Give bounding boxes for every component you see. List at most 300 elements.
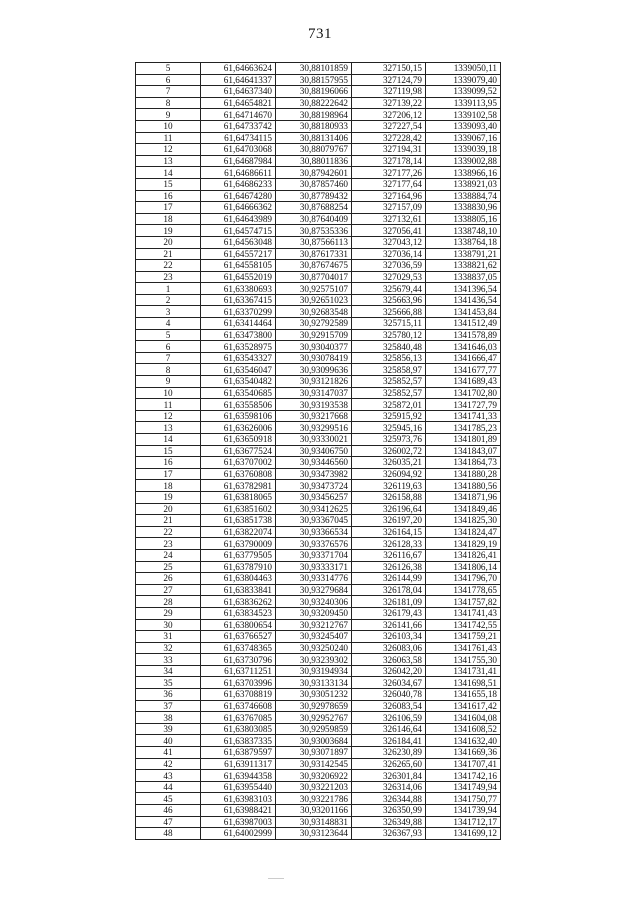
- point-number-cell: 43: [136, 770, 201, 782]
- y-coordinate-cell: 1341604,08: [426, 712, 501, 724]
- longitude-cell: 30,93071897: [276, 747, 352, 759]
- x-coordinate-cell: 326126,38: [352, 561, 426, 573]
- point-number-cell: 9: [136, 109, 201, 121]
- y-coordinate-cell: 1341806,14: [426, 561, 501, 573]
- longitude-cell: 30,93366534: [276, 526, 352, 538]
- table-row: [136, 723, 501, 735]
- latitude-cell: 61,64714670: [201, 109, 276, 121]
- point-number-cell: 21: [136, 515, 201, 527]
- point-number-cell: 4: [136, 318, 201, 330]
- latitude-cell: 61,63370299: [201, 306, 276, 318]
- latitude-cell: 61,63955440: [201, 781, 276, 793]
- point-number-cell: 41: [136, 747, 201, 759]
- x-coordinate-cell: 326301,84: [352, 770, 426, 782]
- y-coordinate-cell: 1341453,84: [426, 306, 501, 318]
- x-coordinate-cell: 325852,57: [352, 387, 426, 399]
- y-coordinate-cell: 1339102,58: [426, 109, 501, 121]
- point-number-cell: 40: [136, 735, 201, 747]
- point-number-cell: 44: [136, 781, 201, 793]
- point-number-cell: 15: [136, 445, 201, 457]
- point-number-cell: 23: [136, 538, 201, 550]
- latitude-cell: 61,63543327: [201, 352, 276, 364]
- y-coordinate-cell: 1338805,16: [426, 213, 501, 225]
- point-number-cell: 7: [136, 86, 201, 98]
- point-number-cell: 17: [136, 202, 201, 214]
- latitude-cell: 61,63703996: [201, 677, 276, 689]
- table-row: [136, 445, 501, 457]
- table-row: [136, 793, 501, 805]
- longitude-cell: 30,93239302: [276, 654, 352, 666]
- latitude-cell: 61,63879597: [201, 747, 276, 759]
- latitude-cell: 61,63837335: [201, 735, 276, 747]
- table-row: [136, 97, 501, 109]
- table-row: [136, 178, 501, 190]
- point-number-cell: 20: [136, 503, 201, 515]
- latitude-cell: 61,64663624: [201, 63, 276, 75]
- latitude-cell: 61,63767085: [201, 712, 276, 724]
- table-row: [136, 747, 501, 759]
- x-coordinate-cell: 327056,41: [352, 225, 426, 237]
- point-number-cell: 38: [136, 712, 201, 724]
- table-row: [136, 526, 501, 538]
- coordinates-table: [135, 62, 501, 840]
- latitude-cell: 61,63987003: [201, 816, 276, 828]
- point-number-cell: 19: [136, 225, 201, 237]
- point-number-cell: 18: [136, 480, 201, 492]
- x-coordinate-cell: 326349,88: [352, 816, 426, 828]
- y-coordinate-cell: 1338821,62: [426, 260, 501, 272]
- longitude-cell: 30,93406750: [276, 445, 352, 457]
- point-number-cell: 28: [136, 596, 201, 608]
- longitude-cell: 30,92959859: [276, 723, 352, 735]
- y-coordinate-cell: 1338764,18: [426, 236, 501, 248]
- table-row: [136, 457, 501, 469]
- longitude-cell: 30,93473982: [276, 468, 352, 480]
- x-coordinate-cell: 326350,99: [352, 805, 426, 817]
- x-coordinate-cell: 326344,88: [352, 793, 426, 805]
- y-coordinate-cell: 1339079,40: [426, 74, 501, 86]
- table-row: [136, 74, 501, 86]
- latitude-cell: 61,63779505: [201, 549, 276, 561]
- x-coordinate-cell: 325852,57: [352, 376, 426, 388]
- point-number-cell: 13: [136, 155, 201, 167]
- point-number-cell: 42: [136, 758, 201, 770]
- table-row: [136, 677, 501, 689]
- point-number-cell: 11: [136, 399, 201, 411]
- point-number-cell: 10: [136, 120, 201, 132]
- y-coordinate-cell: 1341689,43: [426, 376, 501, 388]
- longitude-cell: 30,93142545: [276, 758, 352, 770]
- y-coordinate-cell: 1341755,30: [426, 654, 501, 666]
- y-coordinate-cell: 1341829,19: [426, 538, 501, 550]
- table-row: [136, 549, 501, 561]
- longitude-cell: 30,87704017: [276, 271, 352, 283]
- point-number-cell: 29: [136, 607, 201, 619]
- latitude-cell: 61,63851738: [201, 515, 276, 527]
- latitude-cell: 61,63833841: [201, 584, 276, 596]
- latitude-cell: 61,63626006: [201, 422, 276, 434]
- longitude-cell: 30,93051232: [276, 689, 352, 701]
- latitude-cell: 61,63800654: [201, 619, 276, 631]
- x-coordinate-cell: 325715,11: [352, 318, 426, 330]
- y-coordinate-cell: 1338884,74: [426, 190, 501, 202]
- longitude-cell: 30,87789432: [276, 190, 352, 202]
- x-coordinate-cell: 327132,61: [352, 213, 426, 225]
- y-coordinate-cell: 1341727,79: [426, 399, 501, 411]
- x-coordinate-cell: 327194,31: [352, 144, 426, 156]
- x-coordinate-cell: 326179,43: [352, 607, 426, 619]
- longitude-cell: 30,93330021: [276, 434, 352, 446]
- point-number-cell: 34: [136, 665, 201, 677]
- x-coordinate-cell: 327227,54: [352, 120, 426, 132]
- scan-mark: [268, 878, 284, 879]
- longitude-cell: 30,93250240: [276, 642, 352, 654]
- longitude-cell: 30,93412625: [276, 503, 352, 515]
- y-coordinate-cell: 1341396,54: [426, 283, 501, 295]
- longitude-cell: 30,93376576: [276, 538, 352, 550]
- x-coordinate-cell: 326184,41: [352, 735, 426, 747]
- y-coordinate-cell: 1341757,82: [426, 596, 501, 608]
- latitude-cell: 61,63834523: [201, 607, 276, 619]
- table-row: [136, 329, 501, 341]
- longitude-cell: 30,93099636: [276, 364, 352, 376]
- latitude-cell: 61,63748365: [201, 642, 276, 654]
- longitude-cell: 30,93367045: [276, 515, 352, 527]
- longitude-cell: 30,93221786: [276, 793, 352, 805]
- latitude-cell: 61,63730796: [201, 654, 276, 666]
- longitude-cell: 30,93209450: [276, 607, 352, 619]
- y-coordinate-cell: 1341617,42: [426, 700, 501, 712]
- table-row: [136, 468, 501, 480]
- x-coordinate-cell: 327206,12: [352, 109, 426, 121]
- point-number-cell: 39: [136, 723, 201, 735]
- point-number-cell: 25: [136, 561, 201, 573]
- latitude-cell: 61,63836262: [201, 596, 276, 608]
- y-coordinate-cell: 1341785,23: [426, 422, 501, 434]
- longitude-cell: 30,87942601: [276, 167, 352, 179]
- point-number-cell: 22: [136, 260, 201, 272]
- table-row: [136, 63, 501, 75]
- point-number-cell: 14: [136, 434, 201, 446]
- y-coordinate-cell: 1341632,40: [426, 735, 501, 747]
- table-row: [136, 816, 501, 828]
- table-row: [136, 132, 501, 144]
- x-coordinate-cell: 325666,88: [352, 306, 426, 318]
- y-coordinate-cell: 1341669,36: [426, 747, 501, 759]
- x-coordinate-cell: 327036,59: [352, 260, 426, 272]
- x-coordinate-cell: 325663,96: [352, 294, 426, 306]
- longitude-cell: 30,87566113: [276, 236, 352, 248]
- x-coordinate-cell: 327119,98: [352, 86, 426, 98]
- point-number-cell: 10: [136, 387, 201, 399]
- latitude-cell: 61,63598106: [201, 410, 276, 422]
- x-coordinate-cell: 325945,16: [352, 422, 426, 434]
- point-number-cell: 23: [136, 271, 201, 283]
- latitude-cell: 61,63818065: [201, 491, 276, 503]
- y-coordinate-cell: 1341666,47: [426, 352, 501, 364]
- latitude-cell: 61,63782981: [201, 480, 276, 492]
- latitude-cell: 61,63558506: [201, 399, 276, 411]
- latitude-cell: 61,63790009: [201, 538, 276, 550]
- point-number-cell: 9: [136, 376, 201, 388]
- point-number-cell: 5: [136, 329, 201, 341]
- table-row: [136, 341, 501, 353]
- y-coordinate-cell: 1341436,54: [426, 294, 501, 306]
- longitude-cell: 30,92952767: [276, 712, 352, 724]
- x-coordinate-cell: 326094,92: [352, 468, 426, 480]
- longitude-cell: 30,87857460: [276, 178, 352, 190]
- longitude-cell: 30,93148831: [276, 816, 352, 828]
- y-coordinate-cell: 1339113,95: [426, 97, 501, 109]
- latitude-cell: 61,63822074: [201, 526, 276, 538]
- latitude-cell: 61,63944358: [201, 770, 276, 782]
- longitude-cell: 30,93221203: [276, 781, 352, 793]
- point-number-cell: 8: [136, 97, 201, 109]
- x-coordinate-cell: 326040,78: [352, 689, 426, 701]
- longitude-cell: 30,88198964: [276, 109, 352, 121]
- table-row: [136, 712, 501, 724]
- y-coordinate-cell: 1338966,16: [426, 167, 501, 179]
- point-number-cell: 18: [136, 213, 201, 225]
- x-coordinate-cell: 326063,58: [352, 654, 426, 666]
- y-coordinate-cell: 1341824,47: [426, 526, 501, 538]
- longitude-cell: 30,93456257: [276, 491, 352, 503]
- latitude-cell: 61,63380693: [201, 283, 276, 295]
- table-row: [136, 631, 501, 643]
- longitude-cell: 30,93201166: [276, 805, 352, 817]
- point-number-cell: 47: [136, 816, 201, 828]
- x-coordinate-cell: 326367,93: [352, 828, 426, 840]
- point-number-cell: 24: [136, 549, 201, 561]
- x-coordinate-cell: 326158,88: [352, 491, 426, 503]
- longitude-cell: 30,92683548: [276, 306, 352, 318]
- table-row: [136, 503, 501, 515]
- x-coordinate-cell: 327124,79: [352, 74, 426, 86]
- x-coordinate-cell: 326265,60: [352, 758, 426, 770]
- table-row: [136, 364, 501, 376]
- latitude-cell: 61,63711251: [201, 665, 276, 677]
- latitude-cell: 61,64563048: [201, 236, 276, 248]
- x-coordinate-cell: 327043,12: [352, 236, 426, 248]
- table-row: [136, 248, 501, 260]
- latitude-cell: 61,64686611: [201, 167, 276, 179]
- y-coordinate-cell: 1341741,33: [426, 410, 501, 422]
- point-number-cell: 17: [136, 468, 201, 480]
- table-row: [136, 515, 501, 527]
- longitude-cell: 30,88196066: [276, 86, 352, 98]
- y-coordinate-cell: 1341825,30: [426, 515, 501, 527]
- x-coordinate-cell: 326083,54: [352, 700, 426, 712]
- longitude-cell: 30,93371704: [276, 549, 352, 561]
- x-coordinate-cell: 325973,76: [352, 434, 426, 446]
- x-coordinate-cell: 326178,04: [352, 584, 426, 596]
- table-row: [136, 689, 501, 701]
- latitude-cell: 61,63708819: [201, 689, 276, 701]
- y-coordinate-cell: 1341759,21: [426, 631, 501, 643]
- x-coordinate-cell: 327228,42: [352, 132, 426, 144]
- point-number-cell: 2: [136, 294, 201, 306]
- table-row: [136, 770, 501, 782]
- table-row: [136, 700, 501, 712]
- longitude-cell: 30,88101859: [276, 63, 352, 75]
- latitude-cell: 61,64654821: [201, 97, 276, 109]
- y-coordinate-cell: 1341742,55: [426, 619, 501, 631]
- longitude-cell: 30,93446560: [276, 457, 352, 469]
- x-coordinate-cell: 327139,22: [352, 97, 426, 109]
- table-row: [136, 480, 501, 492]
- longitude-cell: 30,93147037: [276, 387, 352, 399]
- point-number-cell: 26: [136, 573, 201, 585]
- x-coordinate-cell: 326314,06: [352, 781, 426, 793]
- y-coordinate-cell: 1341655,18: [426, 689, 501, 701]
- y-coordinate-cell: 1341796,70: [426, 573, 501, 585]
- y-coordinate-cell: 1341608,52: [426, 723, 501, 735]
- longitude-cell: 30,88131406: [276, 132, 352, 144]
- longitude-cell: 30,93240306: [276, 596, 352, 608]
- latitude-cell: 61,63746608: [201, 700, 276, 712]
- point-number-cell: 7: [136, 352, 201, 364]
- latitude-cell: 61,63546047: [201, 364, 276, 376]
- latitude-cell: 61,64574715: [201, 225, 276, 237]
- table-row: [136, 155, 501, 167]
- table-row: [136, 665, 501, 677]
- table-row: [136, 283, 501, 295]
- latitude-cell: 61,64687984: [201, 155, 276, 167]
- x-coordinate-cell: 327177,26: [352, 167, 426, 179]
- latitude-cell: 61,64703068: [201, 144, 276, 156]
- point-number-cell: 21: [136, 248, 201, 260]
- table-row: [136, 294, 501, 306]
- y-coordinate-cell: 1339099,52: [426, 86, 501, 98]
- x-coordinate-cell: 325856,13: [352, 352, 426, 364]
- y-coordinate-cell: 1341749,94: [426, 781, 501, 793]
- y-coordinate-cell: 1339002,88: [426, 155, 501, 167]
- point-number-cell: 31: [136, 631, 201, 643]
- y-coordinate-cell: 1341750,77: [426, 793, 501, 805]
- table-row: [136, 306, 501, 318]
- y-coordinate-cell: 1341707,41: [426, 758, 501, 770]
- table-row: [136, 236, 501, 248]
- table-row: [136, 167, 501, 179]
- x-coordinate-cell: 325858,97: [352, 364, 426, 376]
- x-coordinate-cell: 327164,96: [352, 190, 426, 202]
- x-coordinate-cell: 325915,92: [352, 410, 426, 422]
- longitude-cell: 30,87617331: [276, 248, 352, 260]
- longitude-cell: 30,93040377: [276, 341, 352, 353]
- longitude-cell: 30,93193538: [276, 399, 352, 411]
- point-number-cell: 22: [136, 526, 201, 538]
- y-coordinate-cell: 1341741,43: [426, 607, 501, 619]
- latitude-cell: 61,63414464: [201, 318, 276, 330]
- x-coordinate-cell: 326144,99: [352, 573, 426, 585]
- point-number-cell: 45: [136, 793, 201, 805]
- point-number-cell: 6: [136, 341, 201, 353]
- y-coordinate-cell: 1341864,73: [426, 457, 501, 469]
- y-coordinate-cell: 1341843,07: [426, 445, 501, 457]
- x-coordinate-cell: 326042,20: [352, 665, 426, 677]
- y-coordinate-cell: 1341871,96: [426, 491, 501, 503]
- latitude-cell: 61,64002999: [201, 828, 276, 840]
- y-coordinate-cell: 1339050,11: [426, 63, 501, 75]
- latitude-cell: 61,64734115: [201, 132, 276, 144]
- table-row: [136, 260, 501, 272]
- longitude-cell: 30,93121826: [276, 376, 352, 388]
- y-coordinate-cell: 1341880,28: [426, 468, 501, 480]
- point-number-cell: 15: [136, 178, 201, 190]
- longitude-cell: 30,87640409: [276, 213, 352, 225]
- latitude-cell: 61,64686233: [201, 178, 276, 190]
- latitude-cell: 61,63367415: [201, 294, 276, 306]
- x-coordinate-cell: 326002,72: [352, 445, 426, 457]
- table-row: [136, 352, 501, 364]
- y-coordinate-cell: 1341712,17: [426, 816, 501, 828]
- table-row: [136, 491, 501, 503]
- point-number-cell: 27: [136, 584, 201, 596]
- y-coordinate-cell: 1341677,77: [426, 364, 501, 376]
- table-row: [136, 120, 501, 132]
- point-number-cell: 46: [136, 805, 201, 817]
- latitude-cell: 61,63707002: [201, 457, 276, 469]
- y-coordinate-cell: 1341646,03: [426, 341, 501, 353]
- latitude-cell: 61,63540482: [201, 376, 276, 388]
- x-coordinate-cell: 325679,44: [352, 283, 426, 295]
- point-number-cell: 32: [136, 642, 201, 654]
- y-coordinate-cell: 1341761,43: [426, 642, 501, 654]
- y-coordinate-cell: 1338837,05: [426, 271, 501, 283]
- point-number-cell: 14: [136, 167, 201, 179]
- x-coordinate-cell: 327157,09: [352, 202, 426, 214]
- latitude-cell: 61,64643989: [201, 213, 276, 225]
- longitude-cell: 30,88011836: [276, 155, 352, 167]
- table-row: [136, 144, 501, 156]
- table-row: [136, 805, 501, 817]
- x-coordinate-cell: 325872,01: [352, 399, 426, 411]
- x-coordinate-cell: 326034,67: [352, 677, 426, 689]
- y-coordinate-cell: 1339039,18: [426, 144, 501, 156]
- table-row: [136, 399, 501, 411]
- point-number-cell: 35: [136, 677, 201, 689]
- longitude-cell: 30,87688254: [276, 202, 352, 214]
- point-number-cell: 5: [136, 63, 201, 75]
- latitude-cell: 61,63677524: [201, 445, 276, 457]
- y-coordinate-cell: 1341512,49: [426, 318, 501, 330]
- table-row: [136, 642, 501, 654]
- y-coordinate-cell: 1338748,10: [426, 225, 501, 237]
- latitude-cell: 61,63650918: [201, 434, 276, 446]
- table-row: [136, 584, 501, 596]
- table-row: [136, 213, 501, 225]
- longitude-cell: 30,93314776: [276, 573, 352, 585]
- point-number-cell: 6: [136, 74, 201, 86]
- y-coordinate-cell: 1341880,56: [426, 480, 501, 492]
- longitude-cell: 30,92978659: [276, 700, 352, 712]
- latitude-cell: 61,63766527: [201, 631, 276, 643]
- y-coordinate-cell: 1339067,16: [426, 132, 501, 144]
- x-coordinate-cell: 326197,20: [352, 515, 426, 527]
- point-number-cell: 3: [136, 306, 201, 318]
- table-row: [136, 271, 501, 283]
- x-coordinate-cell: 327036,14: [352, 248, 426, 260]
- x-coordinate-cell: 326181,09: [352, 596, 426, 608]
- table-row: [136, 596, 501, 608]
- table-row: [136, 781, 501, 793]
- latitude-cell: 61,64641337: [201, 74, 276, 86]
- x-coordinate-cell: 326116,67: [352, 549, 426, 561]
- y-coordinate-cell: 1339093,40: [426, 120, 501, 132]
- table-row: [136, 410, 501, 422]
- latitude-cell: 61,63473800: [201, 329, 276, 341]
- x-coordinate-cell: 327029,53: [352, 271, 426, 283]
